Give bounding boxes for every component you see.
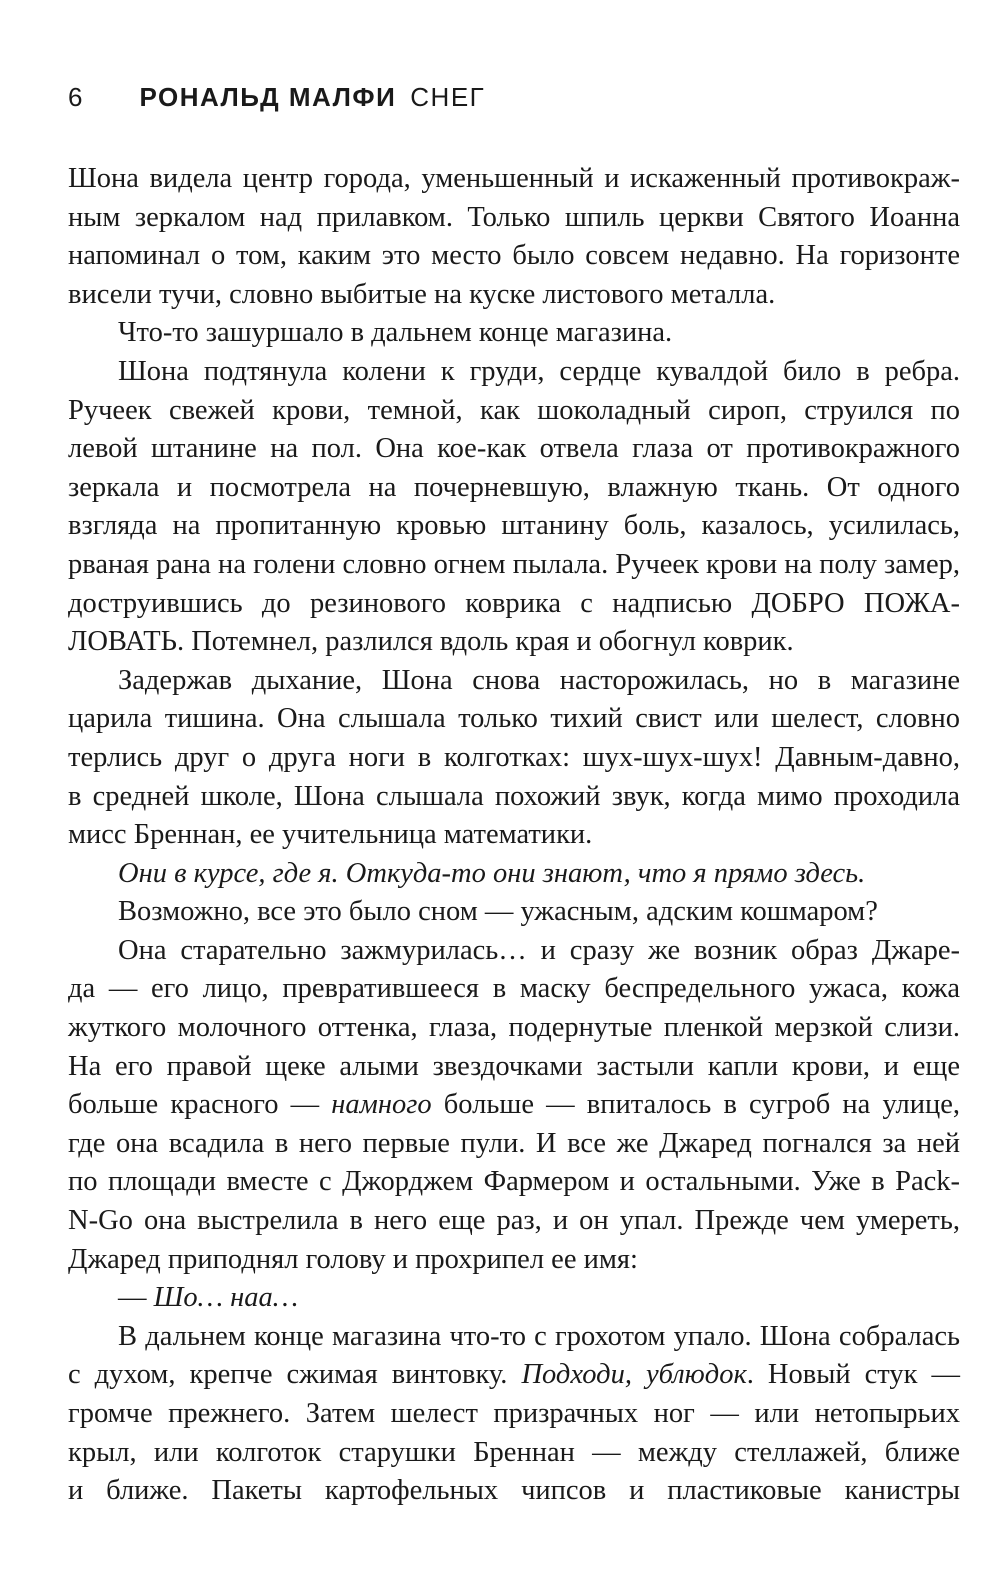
- italic-text: Подходи, ублюдок: [521, 1359, 747, 1391]
- text-line: ным зеркалом над прилавком. Только шпиль церкви Святого Иоанна: [68, 201, 960, 233]
- italic-text: Шо… наа…: [153, 1282, 299, 1314]
- text-line: В дальнем конце магазина что-то с грохотом упало. Шона собралась: [118, 1320, 960, 1352]
- text-line: где она всадила в него первые пули. И все же Джаред погнался за ней: [68, 1127, 960, 1159]
- text-segment: больше красного —: [68, 1089, 332, 1121]
- text-line: ЛОВАТЬ. Потемнел, разлился вдоль края и обогнул коврик.: [68, 626, 794, 658]
- paragraph: [68, 1318, 960, 1511]
- text-line: [68, 1086, 960, 1125]
- text-line: взгляда на пропитанную кровью штанину боль, казалось, усилилась,: [68, 510, 960, 542]
- text-line: Задержав дыхание, Шона снова насторожилась, но в магазине: [118, 664, 960, 696]
- text-line: левой штанине на пол. Она кое-как отвела глаза от противокражного: [68, 433, 960, 465]
- paragraph: [68, 932, 960, 1279]
- body-text: [68, 160, 960, 1511]
- dialogue-dash: —: [118, 1282, 154, 1314]
- text-line: На его правой щеке алыми звездочками застыли капли крови, и еще: [68, 1050, 960, 1082]
- text-line: крыл, или колготок старушки Бреннан — между стеллажей, ближе: [68, 1436, 960, 1468]
- text-line: по площади вместе с Джорджем Фармером и остальными. Уже в Pack-: [68, 1166, 960, 1198]
- text-line: терлись друг о друга ноги в колготках: шух-шух-шух! Давным-давно,: [68, 741, 960, 773]
- text-line: [68, 855, 960, 894]
- text-line: да — его лицо, превратившееся в маску беспредельного ужаса, кожа: [68, 973, 960, 1005]
- page-number: 6: [68, 82, 84, 112]
- text-segment: больше — впиталось в сугроб на улице,: [431, 1089, 960, 1121]
- text-line: Джаред приподнял голову и прохрипел ее имя:: [68, 1243, 638, 1275]
- italic-text: Они в курсе, где я. Откуда-то они знают, что я прямо здесь.: [118, 857, 866, 889]
- text-line: мисс Бреннан, ее учительница математики.: [68, 819, 593, 851]
- running-header: [68, 82, 485, 113]
- italic-text: намного: [331, 1089, 432, 1121]
- text-line: висели тучи, словно выбитые на куске листового металла.: [68, 278, 776, 310]
- text-line: Возможно, все это было сном — ужасным, адским кошмаром?: [118, 896, 878, 928]
- text-line: громче прежнего. Затем шелест призрачных ног — или нетопырьих: [68, 1398, 960, 1429]
- paragraph-dialogue: [68, 1279, 960, 1318]
- text-line: и ближе. Пакеты картофельных чипсов и пластиковые канистры: [68, 1475, 960, 1507]
- text-line: [68, 1356, 960, 1395]
- text-line: напоминал о том, каким это место было совсем недавно. На горизонте: [68, 240, 960, 272]
- text-line: жуткого молочного оттенка, глаза, подернутые пленкой мерзкой слизи.: [68, 1012, 960, 1044]
- text-line: Что-то зашуршало в дальнем конце магазина.: [118, 317, 673, 349]
- text-segment: с духом, крепче сжимая винтовку.: [68, 1359, 522, 1391]
- paragraph: [68, 353, 960, 662]
- text-line: N-Go она выстрелила в него еще раз, и он упал. Прежде чем умереть,: [68, 1205, 960, 1237]
- text-line: [68, 1279, 960, 1318]
- paragraph: [68, 314, 960, 353]
- paragraph-italic-thought: [68, 855, 960, 894]
- text-line: зеркала и посмотрела на почерневшую, влажную ткань. От одного: [68, 471, 960, 503]
- text-line: доструившись до резинового коврика с надписью ДОБРО ПОЖА-: [68, 587, 960, 619]
- author-name: РОНАЛЬД МАЛФИ: [139, 82, 397, 112]
- text-line: Шона подтянула колени к груди, сердце кувалдой било в ребра.: [118, 355, 960, 387]
- text-line: рваная рана на голени словно огнем пылала. Ручеек крови на полу замер,: [68, 548, 960, 580]
- paragraph: [68, 662, 960, 855]
- text-segment: . Новый стук —: [746, 1359, 961, 1391]
- paragraph: [68, 160, 960, 314]
- text-line: Шона видела центр города, уменьшенный и искаженный противокраж-: [68, 163, 960, 194]
- text-line: Она старательно зажмурилась… и сразу же возник образ Джаре-: [118, 934, 960, 966]
- paragraph: [68, 893, 960, 932]
- text-line: Ручеек свежей крови, темной, как шоколадный сироп, струился по: [68, 394, 960, 426]
- text-line: в средней школе, Шона слышала похожий звук, когда мимо проходила: [68, 780, 960, 812]
- text-line: царила тишина. Она слышала только тихий свист или шелест, словно: [68, 703, 960, 735]
- book-title: СНЕГ: [410, 82, 486, 112]
